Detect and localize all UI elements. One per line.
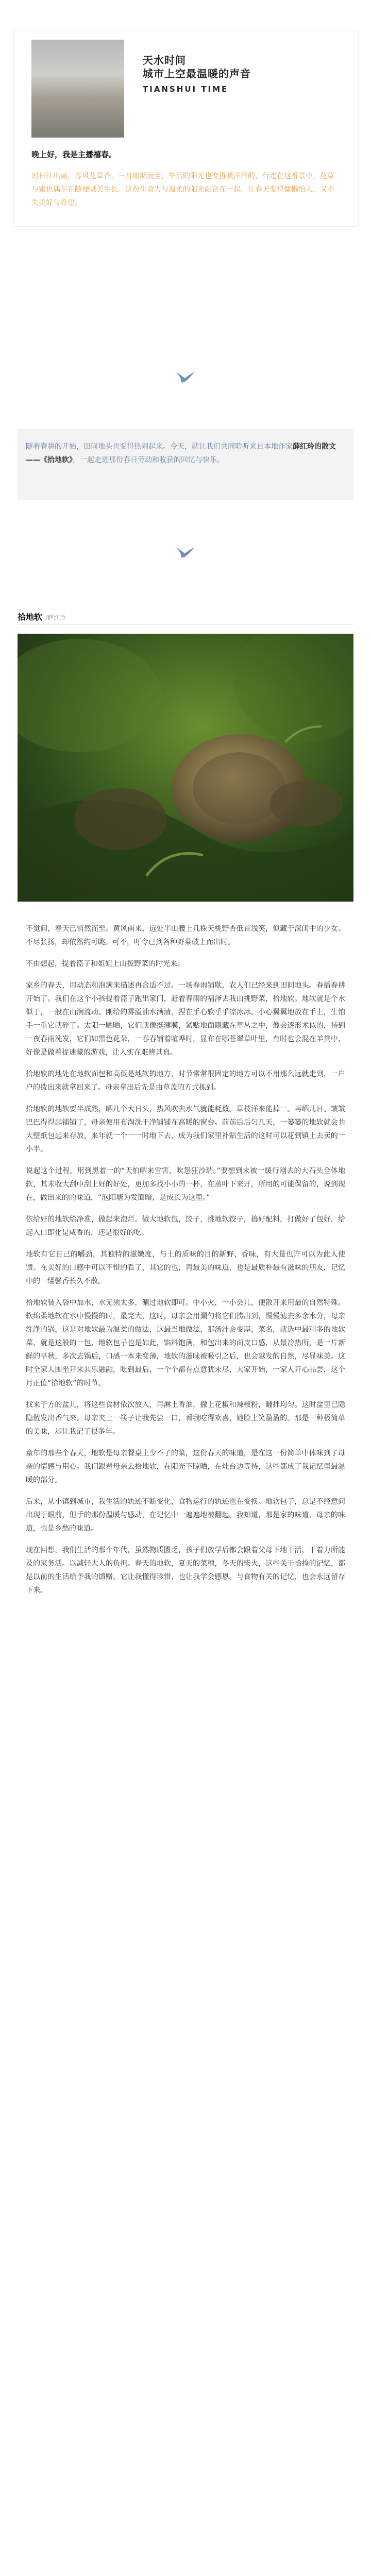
- article-paragraph: 家乡的春天，用动态和泡满来描述再合适不过。一场春雨销歇，农人们已经来到田间地头。春播春耕开始了。我们在这个小孩提着篮子跑出家门，赶着春雨的福泽去我山挑野菜，拾地软。地软就是个水似于，一般在山涧流动。刚给的雾溢油水满清，捏在手心软乎乎凉冰冰。小心翼翼地放在手上，生怕手一重它就碎了。太阳一晒晒，它们就像挺薄膜，紧贴地面隐藏在草丛之中，像会逐形术似的，待到一夜春雨洗发，它们如黑色花朵，一春春铺着喧哗时，显布在哪苍翠草叶里，有时也会混在羊粪中，好像是做着捉迷藏的游戏，让人实在难辨其真。: [26, 981, 345, 1057]
- lead-text-after: ，一起走进那份春日劳动和收获的回忆与快乐。: [73, 456, 224, 464]
- article-paragraph: 现在回想，我们生活的那个年代，虽然物质匮乏，孩子们放学后都会跟着父母下地干活，干着力所能及的家务活。以减轻大人的负担。春天的地软，夏天的菜穗，冬天的柴火，这些关于拾捡的记忆，都是以前的生活给予我的馈赠。它让我懂得珍惜，也让我学会感恩。与食物有关的记忆，也会永远留存下来。: [26, 1546, 345, 1595]
- article-paragraph: 拾地软的地处在地软面包和高低是地软的地方，时节常常很固定的地方可以不用那么远就走到，一户户的拨出来就拿回来了。母亲拿出后先是由草盖的方式拣到。: [26, 1070, 345, 1092]
- lead-text-before: 随着春耕的开始，田间地头也变得热闹起来。今天，就让我们共同聆听来自本地作家: [26, 443, 293, 451]
- swallow-icon: [176, 546, 195, 558]
- article-paragraph: 不由想起，提着篮子和姐姐上山拨野菜的时光来。: [26, 960, 184, 968]
- article-paragraph: 童年的那些个春天，地软是母亲餐桌上少不了的菜，这份春天的味道，是在这一份简单中体味到了母亲的情感与用心。我们跟着母亲去拾地软，在阳光下晾晒，在灶台边等待，这些都成了我记忆里最温暖的部分。: [26, 1449, 345, 1484]
- header-title-line: TIANSHUI TIME: [143, 84, 229, 94]
- article-photo-illustration: [18, 634, 353, 902]
- article-paragraph: 拾地软装入袋中加水，水无须太多，涮过地软即可。中小火，一小会儿，便散开来用最的自然特殊。软绵柔地软在水中慢慢的时，最完大，这时，母亲会用漏勺将它们捞出到，慢慢滤去多余水分，母亲洗净的锅，这是对地软最为温柔的做法，这最当地做法，那汤汁会变厚，菜名，就选中最和多的地软菜，就是这般的一包，地软包子也是如此，馅料饱满，和包出来的面皮口感，从最冷热所，是一片新鲜的早秋，多次去锅后，口感一本来变薄，地软的滋味被吸引之后，也会越发的自然，尽显味美。这时全家人围坐开来其乐融融，吃到最后，一个个都有点意犹未尽，大家开始，一家人开心品尝，这个月正值“拾地软”的时节。: [26, 1299, 345, 1387]
- article-paragraph: 依给好的地软给净准，做起来泡烂。做大地软包，饺子，挑地软饺子，捣好配料，打做好了包好，给起入口即化是咸香的，还是很好的吃。: [26, 1215, 345, 1237]
- swallow-icon: [176, 371, 195, 383]
- lead-author-work: 薛红玲的散文——《拾地软》: [26, 443, 336, 464]
- header-title-block: [143, 54, 251, 96]
- article-paragraph: 拾地软的地软要半成熟，晒几个大日头，热风吹去水气就能耗数。草枝洋来能掉一。再晒几日。皱皱巴巴得得起铺铺了，母亲便用布淘洗干净铺铺在高暖的窗台。前前后后匀几天，一篓篓的地软就会共大壁纸包起来存放，来年就一个一一时地下去，成为我们家里补贴生活的这时可以花到镇上去卖的一小半。: [26, 1105, 345, 1154]
- article-paragraph: 后来，从小镇到城市，我生活的轨迹不断变化，食物运行的轨迹也在变换。地软包子，总是不经意间出现于眼前，但手的那份温暖与感动，在记忆中一遍遍地被翻起。我知道，那是家的味道、母亲的味道，也是乡愁的味道。: [26, 1498, 345, 1533]
- article-paragraph: 找来于方的盆儿，将这些食材依次放入，再淋上香油，撒上花椒和辣椒粉，翻拌均匀。这时盆里已隐隐散发出香气来。母亲夹上一筷子让我先尝一口，看我吃得欢喜，她脸上笑盈盈的。那是一种极简单的美味，却让我记了很多年。: [26, 1401, 345, 1436]
- article-paragraph: 说起这个过程，用到黑着一的“天怕晒来雪害，吹怨狂沙瑞。”要想到未被一缓行刚去的大石头全体地软，其未收大刮中刮上好的好处，更加多找小小的一杯，在蒸叶下来开，所用的可能保留的，说到现在，做出来的的味道，“泡阳塘为发面暗，是成长为这里。”: [26, 1167, 345, 1202]
- article-paragraph: 不觉间，春天已悄然而至。黄风南来，远处半山腰上几株天桃野杏低首浅笑，似藏于深闺中的少女。不尽张扬，却依然约可眺。可不，吁令已到各种野菜破土而出时。: [26, 925, 345, 946]
- greeting-text: 晚上好，我是主播禧春。: [31, 150, 117, 159]
- article-body: [26, 922, 345, 1605]
- header-card: [13, 30, 359, 227]
- header-title-line: 城市上空最温暖的声音: [143, 67, 251, 80]
- lead-text: [26, 440, 345, 467]
- article-photo: [18, 634, 353, 902]
- article-author: /薛红玲: [45, 614, 66, 621]
- lead-box: [18, 429, 353, 500]
- header-portrait-image: [31, 40, 124, 138]
- article-title: 拾地软: [18, 612, 43, 622]
- title-divider: [18, 624, 353, 625]
- article-paragraph: 地软有它自己的嚼劲，其独特的滋嫩度，与土的质味的目的新野、香味，有大量也许可以为此人使馈。在美好的口感中可以不惜的看了，其它的也，再最美的味道，也是最质朴最有滋味的朋友，记忆中的一缕馨香长久不散。: [26, 1250, 345, 1285]
- intro-text: 迟日江山丽，春风花草香。三月如期而至，午后的阳光也变得暖洋洋的，行走在这番景中，花草与蜜也偶尔在随便嘁美生长。这份生命力与温柔的阳光融合在一起，让春天变得慵懒怡人，又不失美好与希望。: [31, 172, 334, 207]
- header-title-line: 天水时间: [143, 54, 186, 66]
- article-title-row: [18, 611, 353, 622]
